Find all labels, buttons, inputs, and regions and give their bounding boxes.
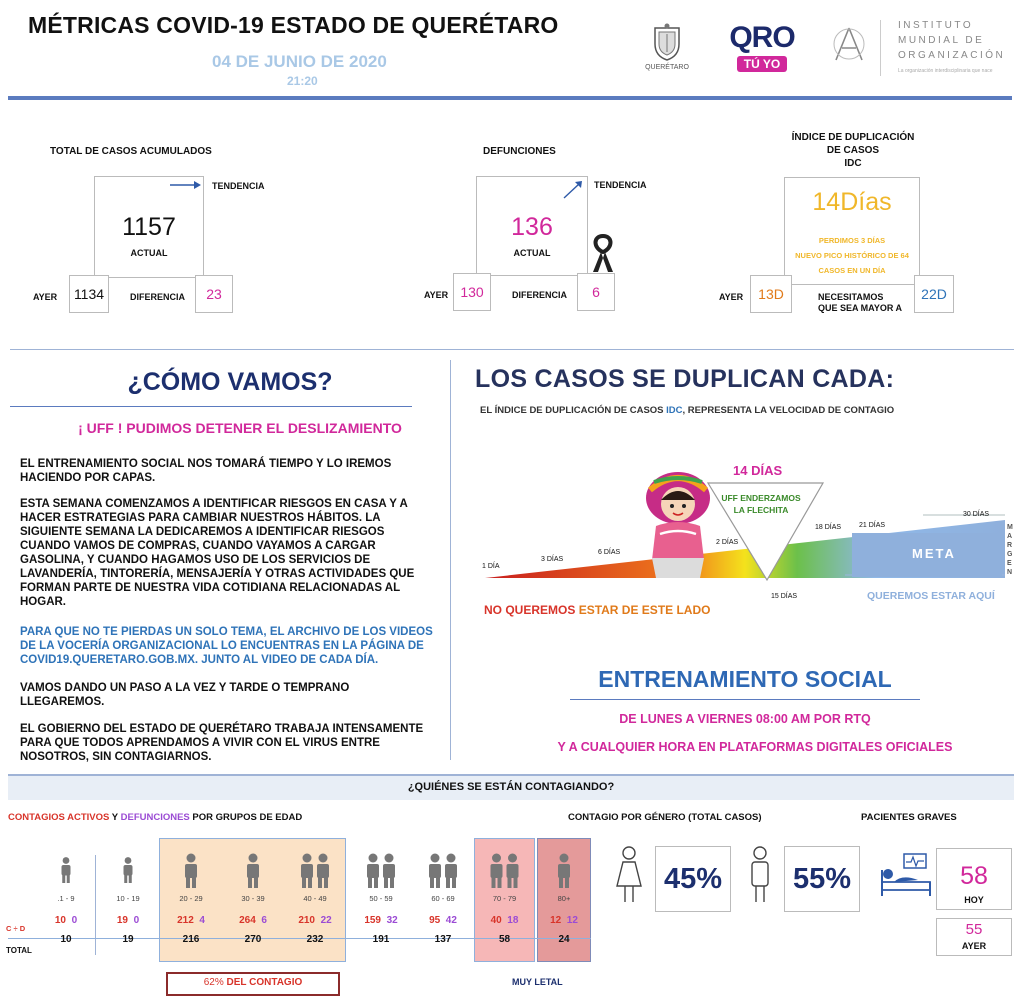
cases-diff-box: 23 <box>195 275 233 313</box>
tick-18-dias: 18 DÍAS <box>815 524 842 531</box>
age-cd <box>36 915 96 926</box>
person-icon <box>96 846 160 890</box>
person-icon <box>36 846 96 890</box>
male-icon <box>745 846 775 904</box>
age-group-column <box>350 846 412 945</box>
tick-15-dias: 15 DÍAS <box>771 593 798 600</box>
age-total: 58 <box>498 934 511 945</box>
como-vamos-subtitle: ¡ UFF ! PUDIMOS DETENER EL DESLIZAMIENTO <box>78 420 402 436</box>
age-defunciones: 0 <box>133 915 140 926</box>
idc-note-2: NUEVO PICO HISTÓRICO DE 64 <box>795 251 909 260</box>
age-contagios: 210 <box>298 915 315 926</box>
section-divider <box>10 349 1014 350</box>
cases-actual-value: 1157 <box>122 213 176 241</box>
entrenamiento-line-1: DE LUNES A VIERNES 08:00 AM POR RTQ <box>619 712 871 726</box>
idc-note-1: PERDIMOS 3 DÍAS <box>818 236 886 245</box>
qro-tu-yo-logo: QRO TÚ YO <box>729 21 795 71</box>
tick-3-dias: 3 DÍAS <box>541 556 564 563</box>
arrow-text-2: LA FLECHITA <box>733 505 789 515</box>
idc-need-2: QUE SEA MAYOR A <box>818 303 903 313</box>
como-vamos-p5: EL GOBIERNO DEL ESTADO DE QUERÉTARO TRABAJA INTENSAMENTE PARA QUE TODOS APRENDAMOS A VIVIR CON EL VIRUS ENTRE NOSOTROS, SIN CONTAGIARNOS. <box>20 723 424 763</box>
row-total-label: TOTAL <box>6 946 32 955</box>
muy-letal-label: MUY LETAL <box>512 977 563 987</box>
person-icon <box>222 846 284 890</box>
doll-illustration <box>638 468 718 580</box>
quienes-title: ¿QUIÉNES SE ESTÁN CONTAGIANDO? <box>407 781 615 793</box>
age-defunciones: 18 <box>507 915 519 926</box>
age-total: 191 <box>372 934 390 945</box>
como-vamos-p1: EL ENTRENAMIENTO SOCIAL NOS TOMARÁ TIEMPO Y LO IREMOS HACIENDO POR CAPAS. <box>20 458 392 484</box>
duplican-subtitle: EL ÍNDICE DE DUPLICACIÓN DE CASOS IDC, REPRESENTA LA VELOCIDAD DE CONTAGIO <box>480 405 895 416</box>
meta-label: META <box>912 546 956 561</box>
idc-note-3: CASOS EN UN DÍA <box>818 266 886 275</box>
graves-title: PACIENTES GRAVES <box>861 812 957 823</box>
graves-ayer-value: 55 <box>965 921 983 938</box>
age-cd <box>537 915 591 926</box>
imo-logo: INSTITUTO MUNDIAL DE ORGANIZACIÓN La organización interdisciplinaria que nace <box>832 20 1017 82</box>
queremos-label: QUEREMOS ESTAR AQUÍ <box>867 590 995 602</box>
age-contagios: 19 <box>116 915 128 926</box>
imo-mark-icon <box>832 24 866 64</box>
age-range: 70 - 79 <box>492 894 517 903</box>
age-contagios: 12 <box>550 915 562 926</box>
como-vamos-p4: VAMOS DANDO UN PASO A LA VEZ Y TARDE O TEMPRANO LLEGAREMOS. <box>20 682 350 708</box>
idc-ayer-box: 13D <box>750 275 792 313</box>
age-range: 10 - 19 <box>116 894 140 903</box>
como-vamos-p3: PARA QUE NO TE PIERDAS UN SOLO TEMA, EL ARCHIVO DE LOS VIDEOS DE LA VOCERÍA ORGANIZACIONAL LO ENCUENTRAS EN LA PÁGINA DE COVID19.QUERETARO.GOB.MX. JUNTO AL VIDEO DE CADA DÍA. <box>20 626 433 666</box>
tick-2-dias: 2 DÍAS <box>716 539 739 546</box>
idc-ayer-label: AYER <box>719 292 744 302</box>
hospital-bed-icon <box>878 852 934 898</box>
age-contagios: 95 <box>429 915 441 926</box>
age-group-column <box>36 846 96 945</box>
no-queremos-label: NO QUEREMOS ESTAR DE ESTE LADO <box>484 603 711 617</box>
idc-need-1: NECESITAMOS <box>818 292 884 302</box>
age-range: 40 - 49 <box>303 894 327 903</box>
trend-right-arrow-icon <box>170 180 202 190</box>
age-cd <box>350 915 412 926</box>
graves-hoy-label: HOY <box>964 895 984 905</box>
entrenamiento-title: ENTRENAMIENTO SOCIAL <box>598 666 892 692</box>
doll-icon <box>638 468 718 580</box>
age-cd <box>412 915 474 926</box>
person-icon <box>537 846 591 890</box>
age-range: .1 - 9 <box>57 894 75 903</box>
age-group-column <box>537 846 591 945</box>
idc-value: 14Días <box>812 188 892 216</box>
age-contagios: 40 <box>490 915 502 926</box>
deaths-diff-label: DIFERENCIA <box>512 290 568 300</box>
idc-title-2: DE CASOS <box>826 145 880 156</box>
age-total: 216 <box>182 934 200 945</box>
como-vamos-p2: ESTA SEMANA COMENZAMOS A IDENTIFICAR RIESGOS EN CASA Y A HACER ESTRATEGIAS PARA CAMBIAR NUESTROS HÁBITOS. LA SIGUIENTE SEMANA LA DEDICAREMOS A IDENTIFICAR RIESGOS CUANDO VAMOS DE COMPRAS, CUANDO VAYAMOS A CARGAR GASOLINA, Y CUANDO HAGAMOS USO DE LOS SERVICIOS DE LAVANDERÍA, TINTORERÍA, MENSAJERÍA Y OTRAS ACTIVIDADES QUE FORMAN PARTE DE NUESTRA VIDA COTIDIANA RELACIONADAS AL HOGAR. <box>20 498 415 608</box>
age-range: 80+ <box>557 894 571 903</box>
age-range: 20 - 29 <box>179 894 203 903</box>
deaths-title: DEFUNCIONES <box>483 146 556 157</box>
mourning-ribbon-icon <box>590 234 616 274</box>
age-contagios: 212 <box>177 915 194 926</box>
female-pct-box: 45% <box>655 846 731 912</box>
graves-ayer-label: AYER <box>961 941 987 951</box>
duplican-title: LOS CASOS SE DUPLICAN CADA: <box>475 365 895 393</box>
age-cd <box>160 915 222 926</box>
age-defunciones: 22 <box>320 915 332 926</box>
age-contagios: 159 <box>364 915 381 926</box>
como-vamos-title: ¿CÓMO VAMOS? <box>127 368 333 396</box>
header-divider <box>8 96 1012 100</box>
margen-label: MARGEN <box>1007 524 1013 576</box>
couple-icon <box>284 846 346 890</box>
age-group-column <box>222 846 284 945</box>
idc-title-1: ÍNDICE DE DUPLICACIÓN <box>791 132 915 143</box>
person-icon <box>160 846 222 890</box>
deaths-diff-box: 6 <box>577 273 615 311</box>
genero-title: CONTAGIO POR GÉNERO (TOTAL CASOS) <box>568 812 762 823</box>
age-group-column <box>160 846 222 945</box>
page-title: MÉTRICAS COVID-19 ESTADO DE QUERÉTARO <box>28 12 559 38</box>
male-pct-box: 55% <box>784 846 860 912</box>
age-total: 24 <box>558 934 570 945</box>
idc-target-box: 22D <box>914 275 954 313</box>
age-cd <box>222 915 284 926</box>
report-date: 04 DE JUNIO DE 2020 <box>212 52 387 71</box>
idc-title-3: IDC <box>844 158 862 169</box>
age-total: 137 <box>434 934 452 945</box>
age-range: 50 - 59 <box>369 894 393 903</box>
row-cd-label: C ÷ D <box>6 924 26 933</box>
tick-30-dias: 30 DÍAS <box>963 511 990 518</box>
queretaro-logo: QUERÉTARO <box>640 22 694 82</box>
age-group-column <box>284 846 346 945</box>
age-total: 270 <box>244 934 262 945</box>
cases-title: TOTAL DE CASOS ACUMULADOS <box>50 146 212 157</box>
cases-ayer-label: AYER <box>33 292 58 302</box>
deaths-ayer-label: AYER <box>424 290 449 300</box>
tick-21-dias: 21 DÍAS <box>859 522 886 529</box>
deaths-actual-value: 136 <box>511 213 553 241</box>
contagio-62-text: 62% DEL CONTAGIO <box>203 977 303 988</box>
current-idc-label: 14 DÍAS <box>733 463 783 478</box>
deaths-trend-label: TENDENCIA <box>594 180 647 190</box>
tick-6-dias: 6 DÍAS <box>598 549 621 556</box>
arrow-text-1: UFF ENDERZAMOS <box>721 493 801 503</box>
age-cd <box>284 915 346 926</box>
age-total: 10 <box>60 934 72 945</box>
female-icon <box>614 846 644 904</box>
shield-icon <box>647 22 687 62</box>
age-defunciones: 12 <box>566 915 578 926</box>
couple-icon <box>350 846 412 890</box>
age-defunciones: 4 <box>199 915 205 926</box>
age-legend: CONTAGIOS ACTIVOS Y DEFUNCIONES POR GRUPOS DE EDAD <box>8 812 303 823</box>
age-contagios: 10 <box>54 915 66 926</box>
trend-up-arrow-icon <box>562 180 584 200</box>
report-time: 21:20 <box>287 74 318 88</box>
tick-1-dia: 1 DÍA <box>482 563 500 570</box>
age-range: 30 - 39 <box>241 894 265 903</box>
age-defunciones: 0 <box>71 915 78 926</box>
cases-diff-label: DIFERENCIA <box>130 292 186 302</box>
age-contagios: 264 <box>239 915 256 926</box>
age-group-column <box>474 846 535 945</box>
age-group-column <box>412 846 474 945</box>
age-cd <box>96 915 160 926</box>
age-cd <box>474 915 535 926</box>
age-defunciones: 32 <box>386 915 398 926</box>
age-defunciones: 6 <box>261 915 267 926</box>
cases-trend-label: TENDENCIA <box>212 181 265 191</box>
age-range: 60 - 69 <box>431 894 455 903</box>
age-total: 232 <box>306 934 324 945</box>
entrenamiento-line-2: Y A CUALQUIER HORA EN PLATAFORMAS DIGITALES OFICIALES <box>557 740 953 754</box>
age-group-column <box>96 846 160 945</box>
cases-ayer-box: 1134 <box>69 275 109 313</box>
graves-hoy-value: 58 <box>960 862 988 890</box>
deaths-actual-label: ACTUAL <box>513 248 551 258</box>
couple-icon <box>412 846 474 890</box>
age-total: 19 <box>122 934 134 945</box>
deaths-ayer-box: 130 <box>453 273 491 311</box>
couple-icon <box>474 846 535 890</box>
cases-actual-label: ACTUAL <box>130 248 168 258</box>
age-defunciones: 42 <box>445 915 457 926</box>
